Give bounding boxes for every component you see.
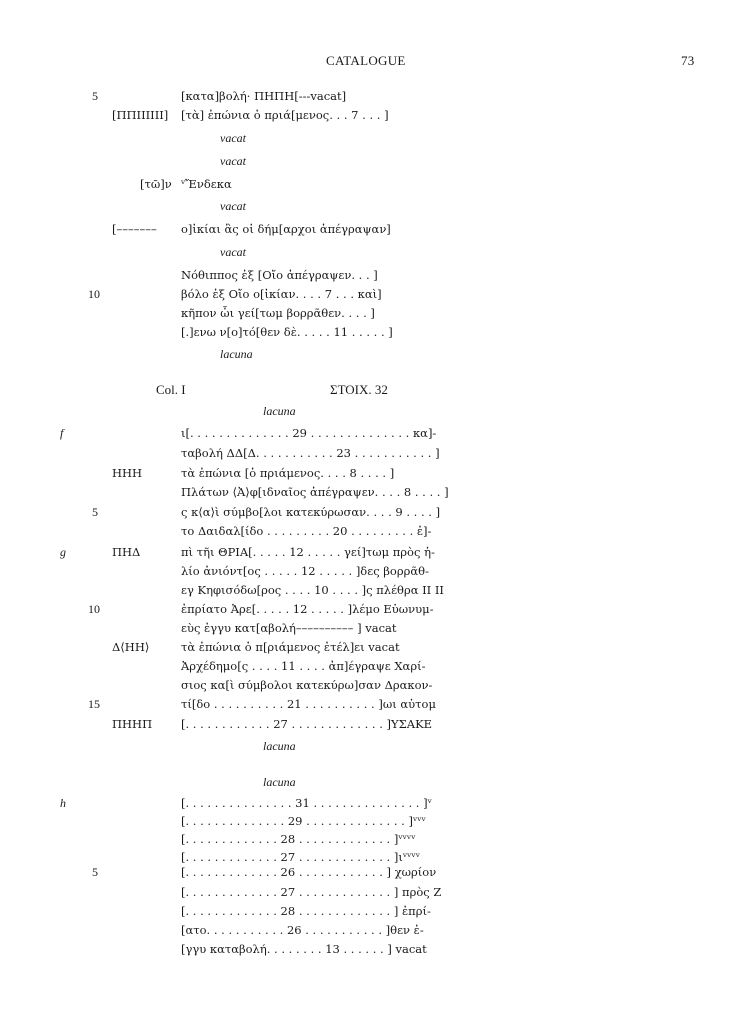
margin-entry: [τῶ]ν bbox=[140, 177, 172, 191]
text-line: τὰ ἐπώνια ὁ π[ριάμενος ἐτέλ]ει vacat bbox=[181, 640, 400, 654]
vacat-label: vacat bbox=[220, 131, 246, 145]
text-line: ταβολή ΔΔ[Δ. . . . . . . . . . . 23 . . . . . . . . . . . ] bbox=[181, 446, 440, 460]
text-line: [κατα]βολή· ΠΗΠΗ[---vacat] bbox=[181, 89, 347, 103]
lacuna-label: lacuna bbox=[263, 404, 296, 418]
text-line: [.]ενω ν[ο]τό[θεν δὲ. . . . . 11 . . . . . ] bbox=[181, 325, 393, 339]
lacuna-label: lacuna bbox=[263, 775, 296, 789]
text-line: ς κ⟨α⟩ὶ σύμβο[λοι κατεκύρωσαν. . . . 9 . . . . ] bbox=[181, 505, 441, 519]
line-number: 5 bbox=[92, 89, 98, 103]
margin-entry: [ΠΠΙΙΙΙΙΙ] bbox=[112, 108, 169, 122]
text-line: [. . . . . . . . . . . . . 27 . . . . . . . . . . . . . ]ιᵛᵛᵛᵛ bbox=[181, 850, 420, 864]
text-line: Πλάτων ⟨Ἀ⟩φ[ιδναῖος ἀπέγραψεν. . . . 8 . . . . ] bbox=[181, 485, 449, 499]
text-line: [γγυ καταβολή. . . . . . . . 13 . . . . . . ] vacat bbox=[181, 942, 427, 956]
text-line: σιος κα[ὶ σύμβολοι κατεκύρω]σαν Δρακον- bbox=[181, 678, 433, 692]
text-line: πὶ τῆι ΘΡΙΑ[. . . . . 12 . . . . . γεί]τωμ πρὸς ἡ- bbox=[181, 545, 435, 559]
text-line: ι[. . . . . . . . . . . . . . 29 . . . . . . . . . . . . . . κα]- bbox=[181, 426, 437, 440]
text-line: [. . . . . . . . . . . . . 27 . . . . . . . . . . . . . ] πρὸς Ζ bbox=[181, 885, 442, 899]
text-line: [. . . . . . . . . . . . . 28 . . . . . . . . . . . . . ]ᵛᵛᵛᵛ bbox=[181, 832, 416, 846]
text-line: ἐπρίατο Ἀρε[. . . . . 12 . . . . . ]λέμο Εὐωνυμ- bbox=[181, 602, 434, 616]
line-number: 10 bbox=[88, 287, 100, 301]
vacat-label: vacat bbox=[220, 199, 246, 213]
vacat-label: vacat bbox=[220, 245, 246, 259]
text-line: [ατο. . . . . . . . . . . 26 . . . . . . . . . . . ]θεν ἐ- bbox=[181, 923, 424, 937]
text-line: ο]ἰκίαι ἃς οἱ δήμ[αρχοι ἀπέγραψαν] bbox=[181, 222, 391, 236]
text-line: βόλο ἐξ Οἴο ο[ἰκίαν. . . . 7 . . . καὶ] bbox=[181, 287, 382, 301]
line-number: 5 bbox=[92, 865, 98, 879]
fragment-letter-g: g bbox=[60, 545, 66, 559]
text-line: [. . . . . . . . . . . . 27 . . . . . . . . . . . . . ]ΥΣΑΚΕ bbox=[181, 717, 433, 731]
text-line: [. . . . . . . . . . . . . 26 . . . . . . . . . . . . ] χωρίον bbox=[181, 865, 437, 879]
margin-entry: ΠΗΗΠ bbox=[112, 717, 153, 731]
text-line: ᵛἜνδεκα bbox=[181, 177, 232, 191]
text-line: το Δαιδαλ[ίδο . . . . . . . . . 20 . . . . . . . . . ἐ]- bbox=[181, 524, 432, 538]
text-line: κῆπον ὧι γεί[τωμ βορρᾶθεν. . . . ] bbox=[181, 306, 375, 320]
text-line: τί[δο . . . . . . . . . . 21 . . . . . . . . . . ]ωι αὐτομ bbox=[181, 697, 436, 711]
margin-entry: Δ⟨ΗΗ⟩ bbox=[112, 640, 150, 654]
text-line: εγ Κηφισόδω[ρος . . . . 10 . . . . ]ς πλέθρα ΙΙ ΙΙ bbox=[181, 583, 444, 597]
margin-entry: [––––––– bbox=[112, 222, 157, 236]
margin-entry: ΗΗΗ bbox=[112, 466, 143, 480]
fragment-letter: h bbox=[60, 796, 66, 810]
stoichedon-label: ΣΤΟΙΧ. 32 bbox=[330, 382, 388, 397]
lacuna-label: lacuna bbox=[220, 347, 253, 361]
line-number: 10 bbox=[88, 602, 100, 616]
text-line: Ἀρχέδημο[ς . . . . 11 . . . . ἀπ]έγραψε Χαρί- bbox=[181, 659, 426, 673]
vacat-label: vacat bbox=[220, 154, 246, 168]
text-line: εὺς ἐγγυ κατ[αβολή–––––––––– ] vacat bbox=[181, 621, 397, 635]
text-line: λίο ἀνιόντ[ος . . . . . 12 . . . . . ]δες βορρᾶθ- bbox=[181, 564, 429, 578]
column-label: Col. I bbox=[156, 382, 186, 397]
text-line: Νόθιππος ἐξ [Οἴο ἀπέγραψεν. . . ] bbox=[181, 268, 378, 282]
page-number: 73 bbox=[681, 53, 695, 68]
margin-entry: ΠΗΔ bbox=[112, 545, 141, 559]
text-line: [τὰ] ἐπώνια ὁ πριά[μενος. . . 7 . . . ] bbox=[181, 108, 389, 122]
fragment-letter: f bbox=[60, 426, 64, 440]
text-line: [. . . . . . . . . . . . . 28 . . . . . . . . . . . . . ] ἐπρί- bbox=[181, 904, 431, 918]
lacuna-label: lacuna bbox=[263, 739, 296, 753]
text-line: [. . . . . . . . . . . . . . 29 . . . . . . . . . . . . . . ]ᵛᵛᵛ bbox=[181, 814, 426, 828]
line-number: 5 bbox=[92, 505, 98, 519]
text-line: τὰ ἐπώνια [ὁ πριάμενος. . . . 8 . . . . ] bbox=[181, 466, 395, 480]
running-title: CATALOGUE bbox=[326, 53, 406, 68]
line-number: 15 bbox=[88, 697, 100, 711]
text-line: [. . . . . . . . . . . . . . . 31 . . . . . . . . . . . . . . . ]ᵛ bbox=[181, 796, 432, 810]
